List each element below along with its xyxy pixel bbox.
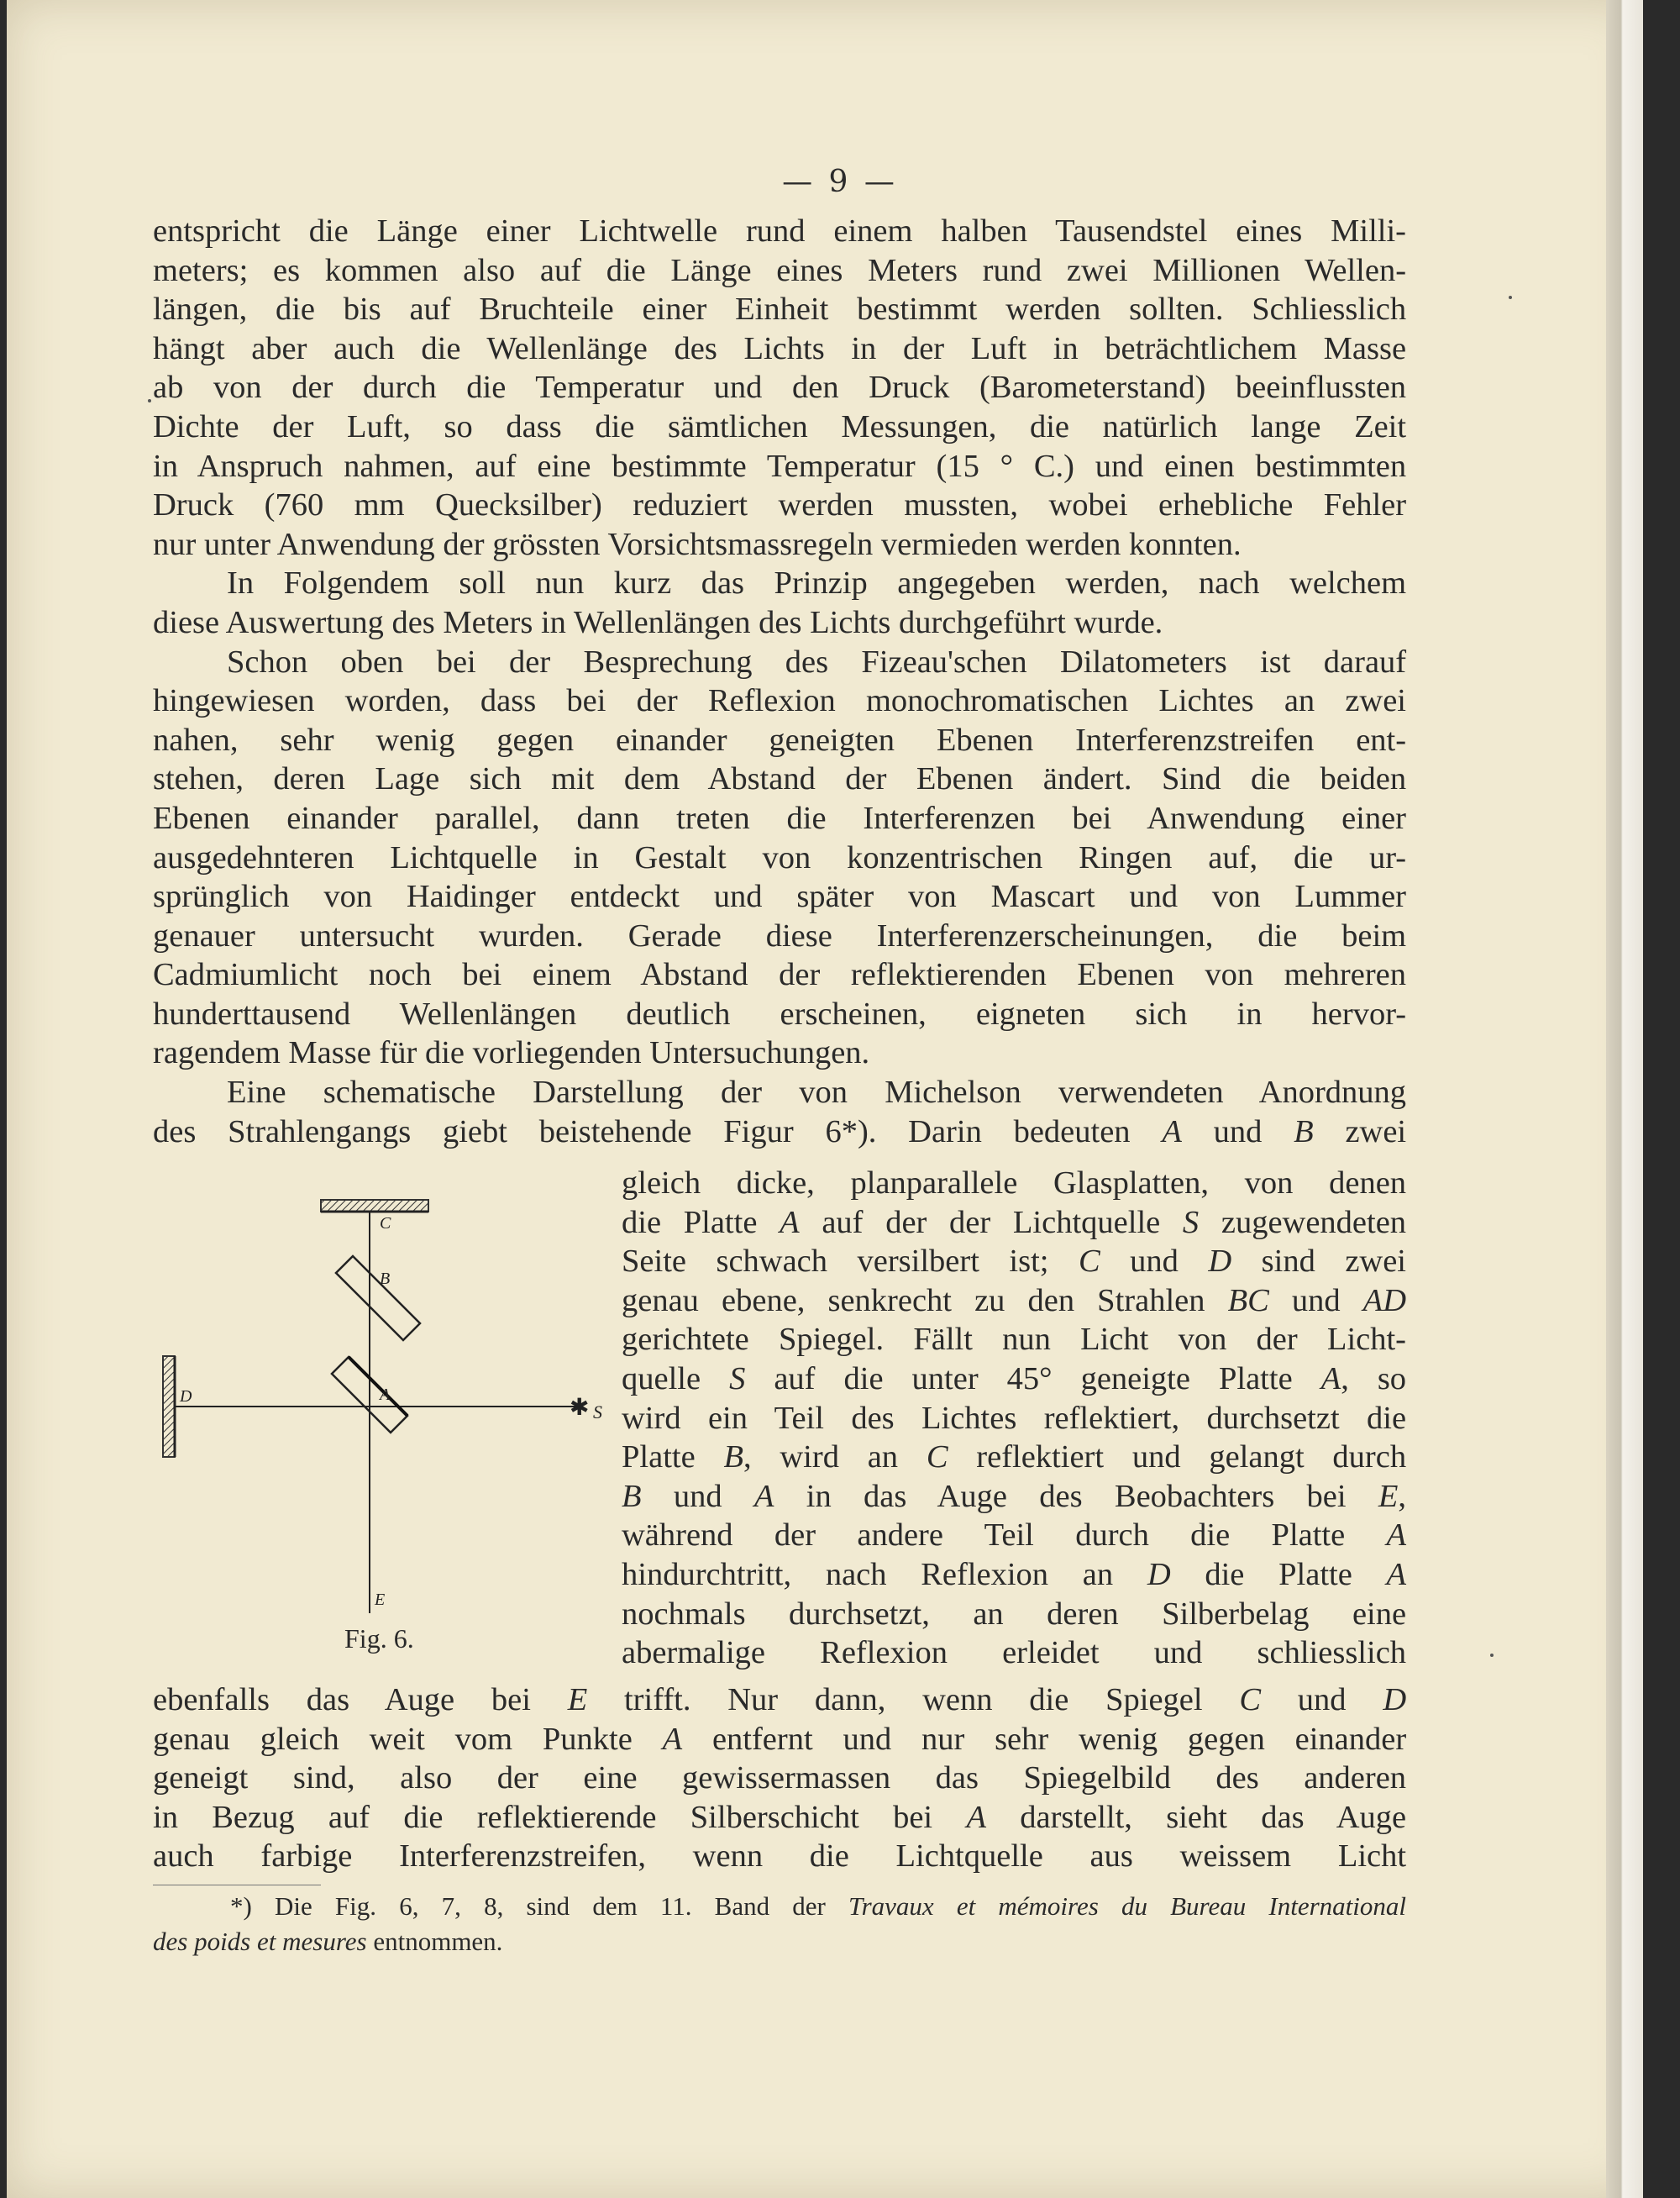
plate-b <box>336 1256 420 1340</box>
text-line: In Folgendem soll nun kurz das Prinzip angegeben werden, nach welchem <box>227 565 1407 602</box>
text-line: in Bezug auf die reflektierende Silberschicht bei A darstellt, sieht das Auge <box>153 1799 1407 1835</box>
main-text <box>153 212 1406 1151</box>
text-line: hindurchtritt, nach Reflexion an D die Platte A <box>622 1556 1407 1592</box>
text-line: diese Auswertung des Meters in Wellenlängen des Lichts durchgeführt wurde. <box>153 604 1163 640</box>
text-line: Eine schematische Darstellung der von Michelson verwendeten Anordnung <box>227 1075 1407 1111</box>
text-line: genau gleich weit vom Punkte A entfernt und nur sehr wenig gegen einander <box>153 1721 1407 1757</box>
text-line: hingewiesen worden, dass bei der Reflexion monochromatischen Lichtes an zwei <box>153 683 1407 719</box>
text-line: genau ebene, senkrecht zu den Strahlen BC und AD <box>622 1282 1406 1318</box>
after-figure-text <box>153 1680 1406 1876</box>
source-star: ✱ <box>570 1393 590 1421</box>
label-c: C <box>380 1214 391 1233</box>
text-line: stehen, deren Lage sich mit dem Abstand der Ebenen ändert. Sind die beiden <box>153 761 1407 797</box>
text-line: gerichtete Spiegel. Fällt nun Licht von der Licht- <box>622 1322 1406 1358</box>
text-line: Seite schwach versilbert ist; C und D sind zwei <box>622 1244 1407 1280</box>
text-line: längen, die bis auf Bruchteile einer Einheit bestimmt werden sollten. Schliesslich <box>153 292 1407 328</box>
mirror-c <box>321 1200 428 1212</box>
text-line: genauer untersucht wurden. Gerade diese Interferenzerscheinungen, die beim <box>153 918 1407 954</box>
text-line: hunderttausend Wellenlängen deutlich erscheinen, eigneten sich in hervor- <box>153 996 1407 1032</box>
footnote <box>153 1889 1406 1959</box>
text-line: B und A in das Auge des Beobachters bei E, <box>622 1478 1407 1514</box>
michelson-figure <box>160 1193 613 1664</box>
label-d: D <box>180 1387 192 1406</box>
text-line: nahen, sehr wenig gegen einander geneigten Ebenen Interferenzstreifen ent- <box>153 722 1407 758</box>
text-line: Schon oben bei der Besprechung des Fizeau'schen Dilatometers ist darauf <box>227 644 1407 680</box>
page-number: — 9 — <box>782 165 898 199</box>
label-b: B <box>380 1270 391 1288</box>
text-line: Ebenen einander parallel, dann treten die Interferenzen bei Anwendung einer <box>153 800 1407 836</box>
text-line: Dichte der Luft, so dass die sämtlichen Messungen, die natürlich lange Zeit <box>153 408 1407 444</box>
text-line: gleich dicke, planparallele Glasplatten, von denen <box>622 1165 1407 1201</box>
text-line: ragendem Masse für die vorliegenden Untersuchungen. <box>153 1035 870 1071</box>
text-line: nochmals durchsetzt, an deren Silberbelag eine <box>622 1596 1407 1632</box>
text-line: geneigt sind, also der eine gewissermassen das Spiegelbild des anderen <box>153 1760 1407 1796</box>
text-line: meters; es kommen also auf die Länge eines Meters rund zwei Millionen Wellen- <box>153 252 1407 288</box>
text-line: Platte B, wird an C reflektiert und gelangt durch <box>622 1439 1407 1475</box>
text-line: Druck (760 mm Quecksilber) reduziert werden mussten, wobei erhebliche Fehler <box>153 487 1407 523</box>
mirror-d <box>163 1356 175 1457</box>
page-edge <box>1606 0 1643 2198</box>
figure-caption: Fig. 6. <box>344 1623 414 1654</box>
text-line: hängt aber auch die Wellenlänge des Lichts in der Luft in beträchtlichem Masse <box>153 330 1407 366</box>
label-e: E <box>375 1591 386 1609</box>
label-a: A <box>380 1386 391 1404</box>
text-line: die Platte A auf der der Lichtquelle S zugewendeten <box>622 1204 1407 1240</box>
figure-side-text <box>622 1164 1406 1673</box>
text-line: quelle S auf die unter 45° geneigte Platte A, so <box>622 1360 1407 1396</box>
text-line: abermalige Reflexion erleidet und schliesslich <box>622 1635 1407 1671</box>
footnote-line: *) Die Fig. 6, 7, 8, sind dem 11. Band der Travaux et mémoires du Bureau International <box>230 1891 1407 1921</box>
text-line: ab von der durch die Temperatur und den Druck (Barometerstand) beeinflussten <box>153 370 1407 406</box>
footnote-line: des poids et mesures entnommen. <box>153 1927 503 1956</box>
text-line: wird ein Teil des Lichtes reflektiert, durchsetzt die <box>622 1400 1407 1436</box>
label-s: S <box>593 1401 602 1422</box>
paper-speck <box>1490 1654 1494 1657</box>
text-line: in Anspruch nahmen, auf eine bestimmte Temperatur (15 ° C.) und einen bestimmten <box>153 448 1407 484</box>
text-line: sprünglich von Haidinger entdeckt und später von Mascart und von Lummer <box>153 879 1406 915</box>
text-line: Cadmiumlicht noch bei einem Abstand der reflektierenden Ebenen von mehreren <box>153 957 1406 993</box>
text-line: ausgedehnteren Lichtquelle in Gestalt von konzentrischen Ringen auf, die ur- <box>153 839 1407 876</box>
text-line: entspricht die Länge einer Lichtwelle rund einem halben Tausendstel eines Milli- <box>153 213 1406 249</box>
text-line: auch farbige Interferenzstreifen, wenn die Lichtquelle aus weissem Licht <box>153 1838 1407 1875</box>
text-line: während der andere Teil durch die Platte A <box>622 1517 1407 1554</box>
text-line: nur unter Anwendung der grössten Vorsichtsmassregeln vermieden werden konnten. <box>153 526 1242 562</box>
paper-speck <box>1509 296 1512 299</box>
text-line: ebenfalls das Auge bei E trifft. Nur dann, wenn die Spiegel C und D <box>153 1682 1407 1717</box>
text-line: des Strahlengangs giebt beistehende Figur 6*). Darin bedeuten A und B zwei <box>153 1113 1407 1149</box>
paper-speck <box>148 399 151 402</box>
